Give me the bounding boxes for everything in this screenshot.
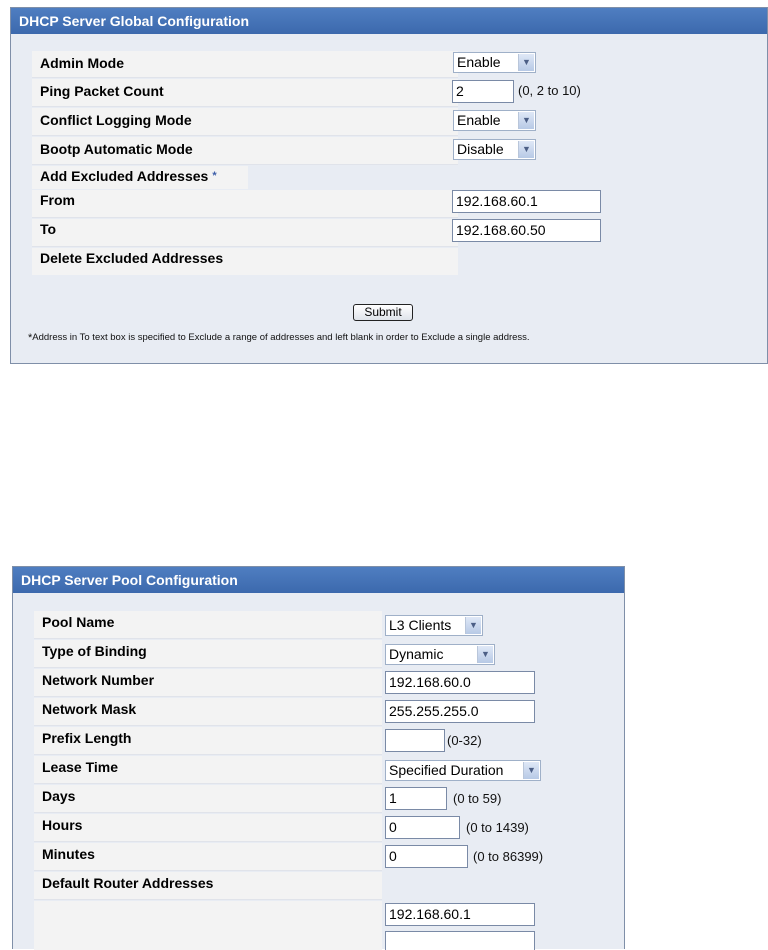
required-marker: * xyxy=(212,170,217,182)
type-of-binding-label: Type of Binding xyxy=(34,640,382,668)
chevron-down-icon[interactable]: ▼ xyxy=(465,617,481,634)
pool-name-value: L3 Clients xyxy=(389,617,452,633)
chevron-down-icon[interactable]: ▼ xyxy=(518,54,534,71)
add-excluded-addresses-text: Add Excluded Addresses xyxy=(40,168,209,184)
admin-mode-select[interactable] xyxy=(453,52,536,73)
conflict-logging-mode-value: Enable xyxy=(457,112,501,128)
to-label: To xyxy=(32,219,458,247)
submit-button[interactable]: Submit xyxy=(353,304,413,321)
minutes-label: Minutes xyxy=(34,843,382,871)
lease-time-value: Specified Duration xyxy=(389,762,504,778)
chevron-down-icon[interactable]: ▼ xyxy=(518,112,534,129)
network-number-input[interactable]: 192.168.60.0 xyxy=(385,671,535,694)
hours-label: Hours xyxy=(34,814,382,842)
network-mask-input[interactable]: 255.255.255.0 xyxy=(385,700,535,723)
pool-config-panel xyxy=(12,566,625,949)
lease-time-select[interactable] xyxy=(385,760,541,781)
days-label: Days xyxy=(34,785,382,813)
footnote xyxy=(28,332,530,344)
ping-packet-count-input[interactable]: 2 xyxy=(452,80,514,103)
hours-hint: (0 to 1439) xyxy=(466,820,529,835)
global-config-panel xyxy=(10,7,768,364)
lease-time-label: Lease Time xyxy=(34,756,382,784)
hours-input[interactable]: 0 xyxy=(385,816,460,839)
footnote-marker: * xyxy=(28,332,33,344)
to-address-input[interactable]: 192.168.60.50 xyxy=(452,219,601,242)
prefix-length-hint: (0-32) xyxy=(447,733,482,748)
bootp-automatic-mode-label: Bootp Automatic Mode xyxy=(32,137,458,165)
chevron-down-icon[interactable]: ▼ xyxy=(523,762,539,779)
days-input[interactable]: 1 xyxy=(385,787,447,810)
days-hint: (0 to 59) xyxy=(453,791,502,806)
chevron-down-icon[interactable]: ▼ xyxy=(518,141,534,158)
chevron-down-icon[interactable]: ▼ xyxy=(477,646,493,663)
admin-mode-value: Enable xyxy=(457,54,501,70)
network-number-label: Network Number xyxy=(34,669,382,697)
from-address-input[interactable]: 192.168.60.1 xyxy=(452,190,601,213)
type-of-binding-value: Dynamic xyxy=(389,646,444,662)
conflict-logging-mode-select[interactable] xyxy=(453,110,536,131)
bootp-automatic-mode-select[interactable] xyxy=(453,139,536,160)
network-mask-label: Network Mask xyxy=(34,698,382,726)
bootp-automatic-mode-value: Disable xyxy=(457,141,504,157)
ping-packet-count-hint: (0, 2 to 10) xyxy=(518,83,581,98)
add-excluded-addresses-label xyxy=(32,166,248,189)
conflict-logging-mode-label: Conflict Logging Mode xyxy=(32,108,458,136)
from-label: From xyxy=(32,190,458,218)
type-of-binding-select[interactable] xyxy=(385,644,495,665)
delete-excluded-addresses-label: Delete Excluded Addresses xyxy=(32,248,458,275)
minutes-input[interactable]: 0 xyxy=(385,845,468,868)
default-router-spacer xyxy=(34,901,382,950)
ping-packet-count-label: Ping Packet Count xyxy=(32,79,458,107)
pool-config-title: DHCP Server Pool Configuration xyxy=(13,567,624,593)
pool-name-select[interactable] xyxy=(385,615,483,636)
prefix-length-label: Prefix Length xyxy=(34,727,382,755)
default-router-address-input[interactable]: 192.168.60.1 xyxy=(385,903,535,926)
minutes-hint: (0 to 86399) xyxy=(473,849,544,864)
pool-name-label: Pool Name xyxy=(34,611,382,639)
default-router-addresses-label: Default Router Addresses xyxy=(34,872,382,900)
default-router-address-input-2[interactable] xyxy=(385,931,535,950)
prefix-length-input[interactable] xyxy=(385,729,445,752)
global-config-title: DHCP Server Global Configuration xyxy=(11,8,767,34)
admin-mode-label: Admin Mode xyxy=(32,51,458,78)
footnote-text: Address in To text box is specified to Exclude a range of addresses and left blank in order to Exclude a single address. xyxy=(32,332,530,343)
